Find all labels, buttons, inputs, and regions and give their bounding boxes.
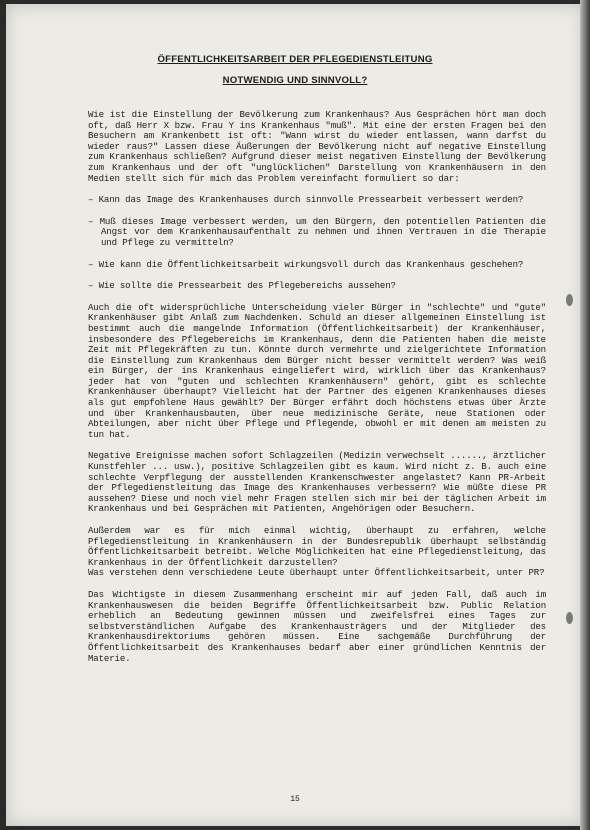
punch-hole-mark xyxy=(566,612,573,624)
document-page xyxy=(6,4,584,826)
paragraph: Negative Ereignisse machen sofort Schlagzeilen (Medizin verwechselt ......, ärztlicher Kunstfehler ... usw.), positive Schlagzeilen gibt es kaum. Wird nicht z. B. auch eine schlechte Verpflegung der ausstellenden Krankenschwester angelastet? Kann PR-Arbeit der Pflegedienstleitung das Image des Krankenhauses verbessern? Wie müßte diese PR aussehen? Diese und noch viel mehr Fragen stellen sich mir bei der täglichen Arbeit im Krankenhaus und bei Gesprächen mit Patienten, Angehörigen oder Besuchern. xyxy=(88,450,546,515)
question-item: – Muß dieses Image verbessert werden, um den Bürgern, den potentiellen Patienten die Angst vor dem Krankenhausaufenthalt zu nehmen und ihnen Vertrauen in die Therapie und Pflege zu vermitteln? xyxy=(88,215,546,248)
question-item: – Wie sollte die Pressearbeit des Pflegebereichs aussehen? xyxy=(88,280,396,292)
page-edge-shadow xyxy=(580,0,590,830)
punch-hole-mark xyxy=(566,294,573,306)
question-item: – Wie kann die Öffentlichkeitsarbeit wirkungsvoll durch das Krankenhaus geschehen? xyxy=(88,258,524,270)
document-title: ÖFFENTLICHKEITSARBEIT DER PFLEGEDIENSTLEITUNG xyxy=(157,54,433,65)
document-subtitle: NOTWENDIG UND SINNVOLL? xyxy=(222,75,368,86)
document-body xyxy=(88,110,546,675)
paragraph: Auch die oft widersprüchliche Unterscheidung vieler Bürger in "schlechte" und "gute" Krankenhäuser gibt Anlaß zum Nachdenken. Schuld an dieser allgemeinen Einstellung ist bestimmt auch die mangelnde Information (Öffentlichkeitsarbeit) der Krankenhäuser, insbesondere des Pflegebereichs im Krankenhaus, denn die Patienten haben die meiste Zeit mit Pflegekräften zu tun. Könnte durch vermehrte und zielgerichtete Information die Einstellung zum Krankenhaus dem Bürger nicht besser vermittelt werden? Was weiß ein Bürger, der ins Krankenhaus eingeliefert wird, wirklich über das Krankenhaus? jeder hat von "guten und schlechten Krankenhäusern" gehört, gibt es schlechte Krankenhäuser überhaupt? Vielleicht hat der Partner des eigenen Krankenhauses dieses als gut empfohlene Haus gewählt? Der Bürger erfährt doch höchstens etwas über Ärzte und über Krankenhausbauten, über neue medizinische Geräte, neue Stationen oder Abteilungen, aber nicht über Pflege und Pflegende, obwohl er mit denen am meisten zu tun hat. xyxy=(88,301,546,440)
paragraph: Das Wichtigste in diesem Zusammenhang erscheint mir auf jeden Fall, daß auch im Krankenhauswesen die beiden Begriffe Öffentlichkeitsarbeit bzw. Public Relation erheblich an Bedeutung gewinnen müssen und zweifelsfrei eines Tages zur selbstverständlichen Aufgabe des Krankenhausträgers und der Mitglieder des Krankenhausdirektoriums gehören müssen. Eine sachgemäße Durchführung der Öffentlichkeitsarbeit des Krankenhauses bedarf aber einer gründlichen Kenntnis der Materie. xyxy=(88,588,546,664)
page-number: 15 xyxy=(290,795,300,804)
paragraph: Außerdem war es für mich einmal wichtig, überhaupt zu erfahren, welche Pflegedienstleitung in Krankenhäusern in der Bundesrepublik überhaupt selbständig Öffentlichkeitsarbeit betreibt. Welche Möglichkeiten hat eine Pflegedienstleitung, das Krankenhaus in der Öffentlichkeit darzustellen? xyxy=(88,525,546,568)
paragraph: Was verstehen denn verschiedene Leute überhaupt unter Öffentlichkeitsarbeit, unter PR? xyxy=(88,567,545,579)
intro-paragraph: Wie ist die Einstellung der Bevölkerung zum Krankenhaus? Aus Gesprächen hört man doch oft, daß Herr X bzw. Frau Y ins Krankenhaus "muß". Mit eine der ersten Fragen bei den Besuchern am Krankenbett ist oft: "Wann wirst du wieder entlassen, wann darfst du wieder raus?" Lassen diese Äußerungen der Bevölkerung nicht auf negative Einstellung zum Krankenhaus schließen? Aufgrund dieser meist negativen Einstellung der Bevölkerung zum Krankenhaus und der oft "unglücklichen" Darstellung von Krankenhäusern in den Medien stellt sich für mich das Problem vereinfacht formuliert so dar: xyxy=(88,109,546,184)
question-item: – Kann das Image des Krankenhauses durch sinnvolle Pressearbeit verbessert werden? xyxy=(88,194,524,206)
